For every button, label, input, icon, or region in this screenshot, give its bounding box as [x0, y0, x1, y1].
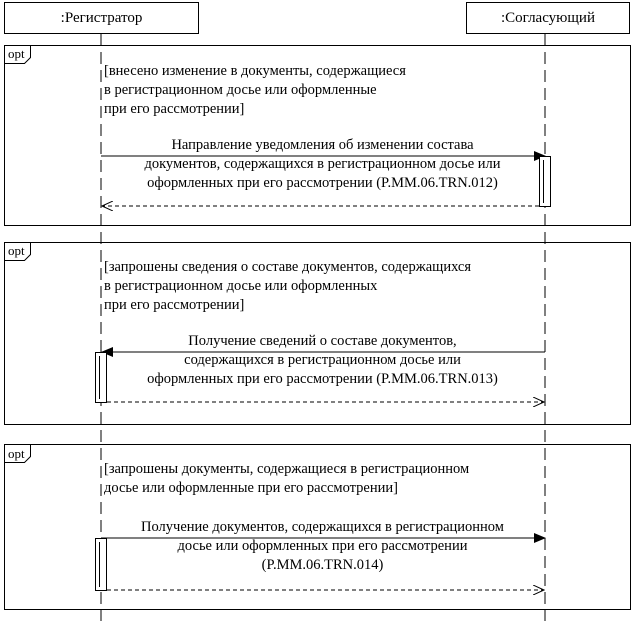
fragment-1-guard: [внесено изменение в документы, содержащиеся в регистрационном досье или оформленные при его рассмотрении]	[104, 63, 406, 117]
fragment-2-guard: [запрошены сведения о составе документов, содержащихся в регистрационном досье или оформленных при его рассмотрении]	[104, 259, 472, 313]
message-3-label: Получение документов, содержащихся в регистрационном досье или оформленных при его рассмотрении (P.MM.06.TRN.014)	[141, 519, 504, 573]
fragment-1-operator: opt	[8, 46, 25, 61]
fragment-3-operator: opt	[8, 446, 25, 461]
lifeline-approver-label: :Согласующий	[501, 9, 595, 26]
message-2-label: Получение сведений о составе документов, содержащихся в регистрационном досье или оформленных при его рассмотрении (P.MM.06.TRN.013)	[147, 333, 498, 387]
lifeline-registrator-label: :Регистратор	[60, 9, 143, 26]
fragment-2-operator: opt	[8, 243, 25, 258]
message-1-label: Направление уведомления об изменении состава документов, содержащихся в регистрационном досье или оформленных при его рассмотрении (P.MM.06.TRN.012)	[144, 137, 501, 191]
fragment-3-guard: [запрошены документы, содержащиеся в регистрационном досье или оформленные при его рассмотрении]	[104, 461, 470, 496]
